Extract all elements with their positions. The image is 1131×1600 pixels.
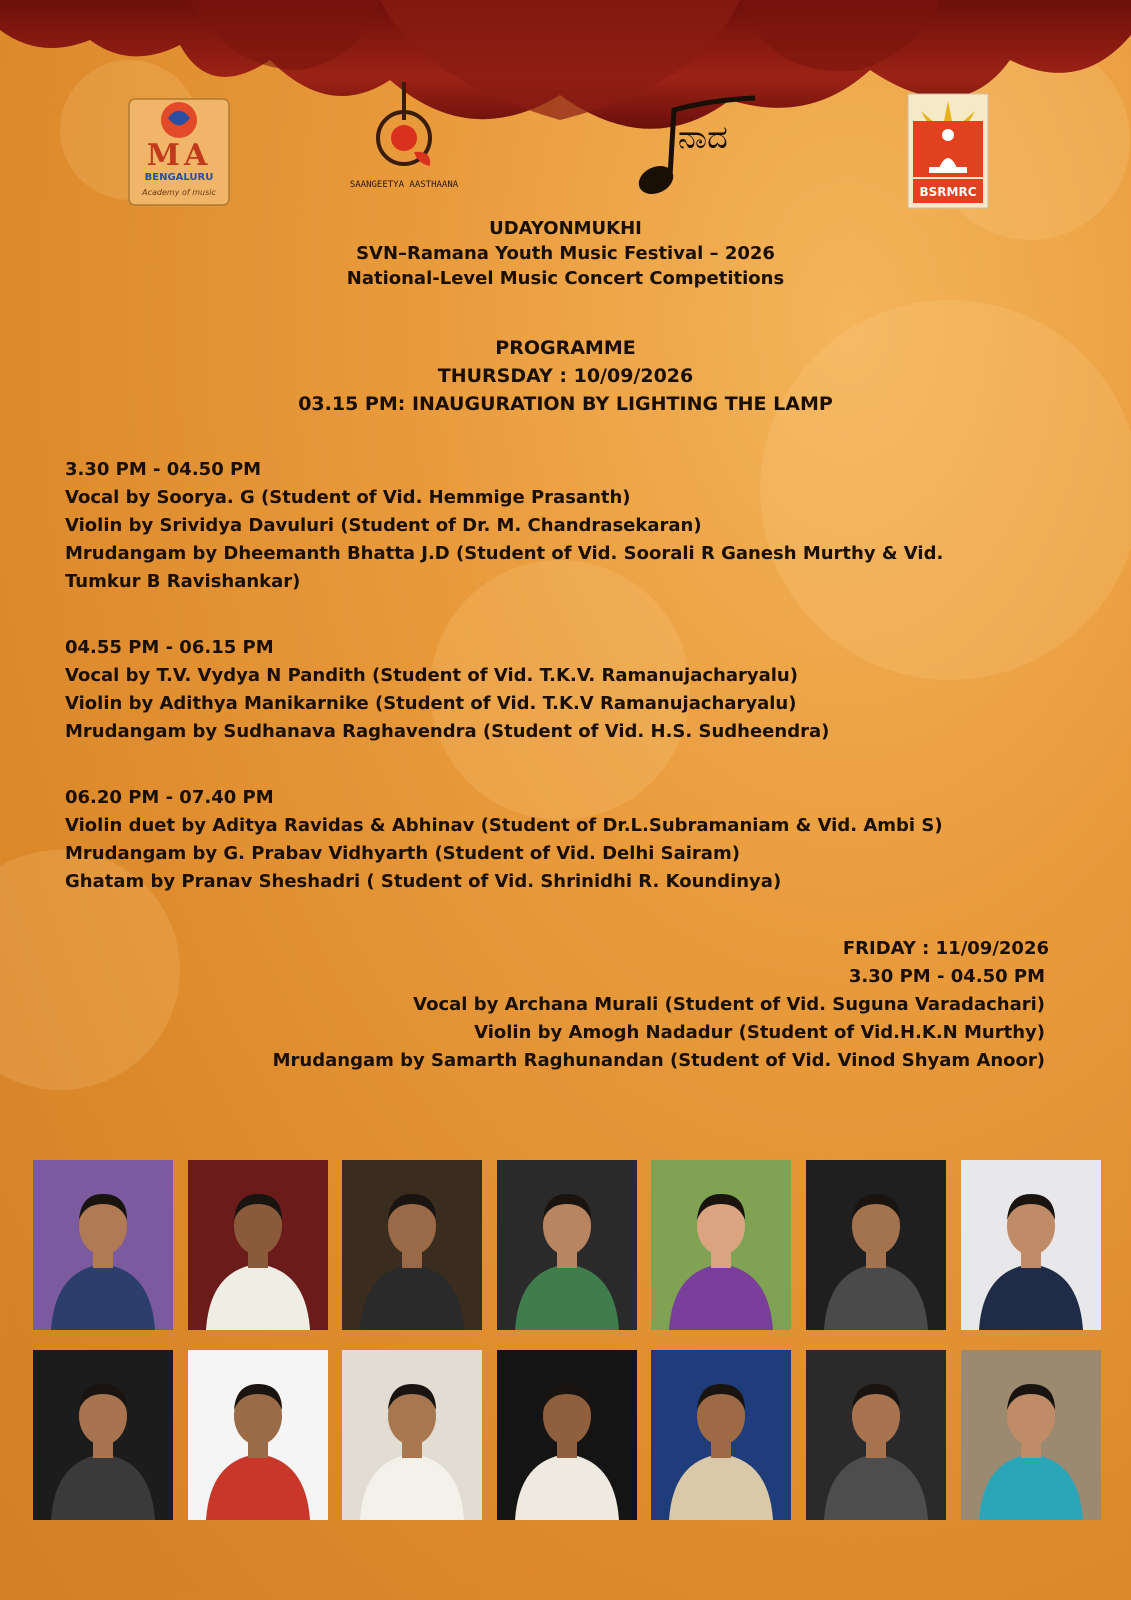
session-1: [65, 456, 943, 596]
performer-line: Ghatam by Pranav Sheshadri ( Student of Vid. Shrinidhi R. Koundinya): [65, 871, 782, 892]
nada-logo: [630, 90, 770, 205]
ma-bengaluru-logo: [128, 98, 230, 206]
session-time: 3.30 PM - 04.50 PM: [65, 459, 262, 480]
session-time: 04.55 PM - 06.15 PM: [65, 637, 274, 658]
festival-header: [0, 216, 1131, 291]
ma-logo-initials: MA: [146, 138, 212, 173]
ma-logo-city: BENGALURU: [144, 172, 214, 183]
performer-line: Violin by Adithya Manikarnike (Student of Vid. T.K.V Ramanujacharyalu): [65, 693, 797, 714]
performer-line: Vocal by T.V. Vydya N Pandith (Student of Vid. T.K.V. Ramanujacharyalu): [65, 665, 798, 686]
musician-photo: [806, 1350, 946, 1520]
bsrmrc-logo-name: BSRMRC: [919, 185, 977, 199]
session-2: [65, 634, 829, 746]
saangeetya-logo-name: SAANGEETYA AASTHAANA: [349, 180, 459, 190]
performer-line: Mrudangam by Dheemanth Bhatta J.D (Student of Vid. Soorali R Ganesh Murthy & Vid.: [65, 543, 944, 564]
musician-photo: [961, 1160, 1101, 1330]
musician-photo: [497, 1350, 637, 1520]
programme-inauguration: 03.15 PM: INAUGURATION BY LIGHTING THE LAMP: [298, 393, 833, 415]
session-3: [65, 784, 943, 896]
musician-photo: [342, 1160, 482, 1330]
bsrmrc-logo: [907, 93, 989, 209]
musician-photo: [33, 1160, 173, 1330]
performer-line: Violin duet by Aditya Ravidas & Abhinav (Student of Dr.L.Subramaniam & Vid. Ambi S): [65, 815, 943, 836]
session-time: 06.20 PM - 07.40 PM: [65, 787, 274, 808]
musician-photo: [806, 1160, 946, 1330]
musician-photo: [342, 1350, 482, 1520]
performer-line: Mrudangam by Sudhanava Raghavendra (Student of Vid. H.S. Sudheendra): [65, 721, 830, 742]
performer-line: Mrudangam by G. Prabav Vidhyarth (Student of Vid. Delhi Sairam): [65, 843, 740, 864]
friday-day: FRIDAY : 11/09/2026: [842, 938, 1049, 959]
musician-photo: [497, 1160, 637, 1330]
festival-title: SVN–Ramana Youth Music Festival – 2026: [356, 243, 775, 264]
musician-photo: [33, 1350, 173, 1520]
saangeetya-aasthaana-logo: [344, 80, 464, 200]
programme-title: PROGRAMME: [495, 337, 636, 359]
ma-logo-tagline: Academy of music: [142, 188, 216, 197]
musician-photo: [188, 1350, 328, 1520]
nada-logo-glyph: ನಾದ: [678, 118, 728, 156]
musician-photo: [651, 1160, 791, 1330]
performer-line: Vocal by Soorya. G (Student of Vid. Hemmige Prasanth): [65, 487, 631, 508]
musician-photo: [188, 1160, 328, 1330]
festival-name: UDAYONMUKHI: [489, 218, 642, 239]
musician-photo: [961, 1350, 1101, 1520]
programme-day: THURSDAY : 10/09/2026: [437, 365, 694, 387]
musician-photo: [651, 1350, 791, 1520]
session-time: 3.30 PM - 04.50 PM: [848, 966, 1045, 987]
performer-line: Tumkur B Ravishankar): [65, 571, 301, 592]
festival-subtitle: National-Level Music Concert Competitions: [346, 268, 785, 289]
performer-line: Violin by Srividya Davuluri (Student of Dr. M. Chandrasekaran): [65, 515, 702, 536]
friday-session: [272, 935, 1049, 1075]
performer-line: Mrudangam by Samarth Raghunandan (Student of Vid. Vinod Shyam Anoor): [272, 1050, 1045, 1071]
programme-heading: [0, 334, 1131, 418]
musician-photo-grid: [33, 1160, 1101, 1525]
performer-line: Violin by Amogh Nadadur (Student of Vid.H.K.N Murthy): [474, 1022, 1045, 1043]
performer-line: Vocal by Archana Murali (Student of Vid. Suguna Varadachari): [413, 994, 1045, 1015]
